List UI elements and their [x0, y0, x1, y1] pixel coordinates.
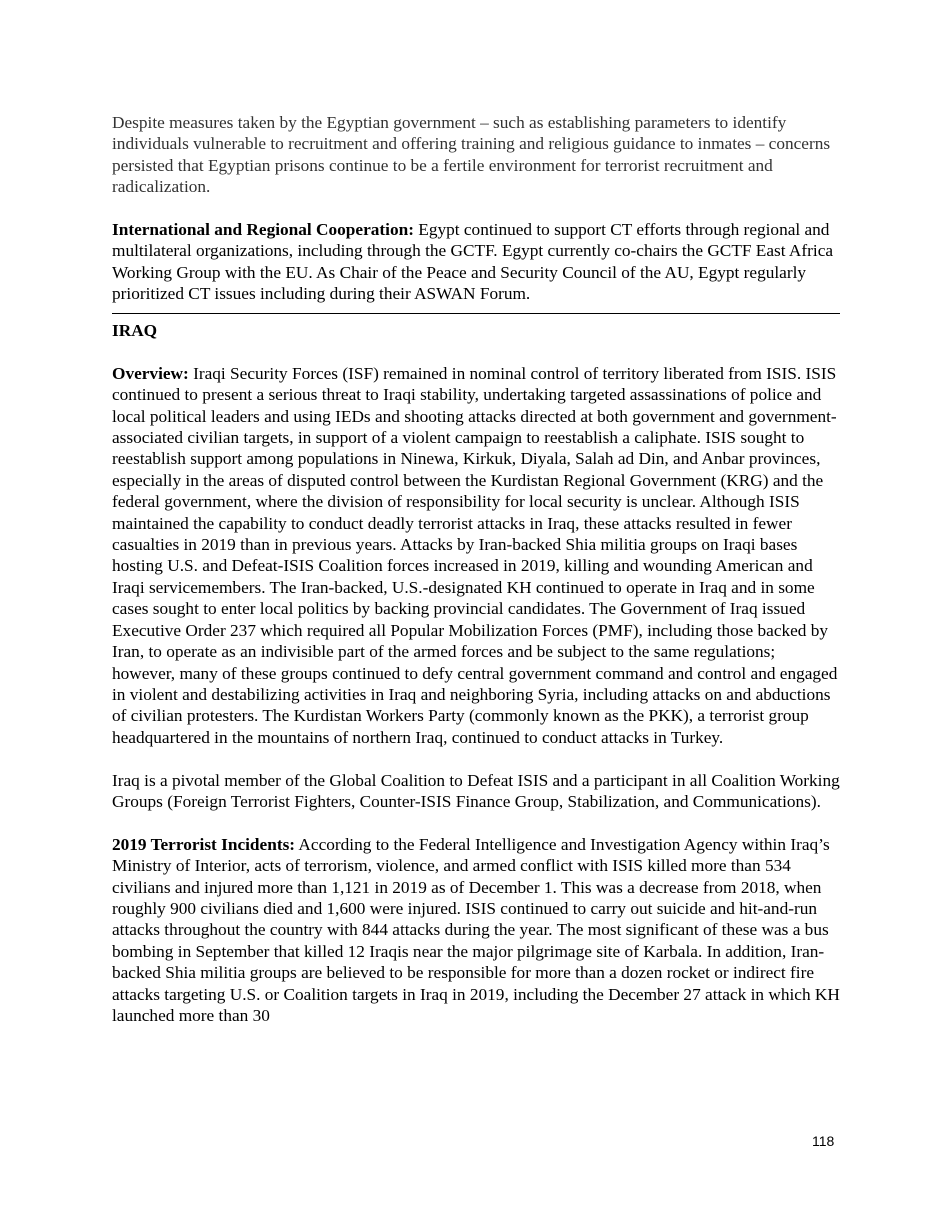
- incidents-lead: 2019 Terrorist Incidents:: [112, 834, 296, 854]
- paragraph-cooperation: [112, 219, 840, 305]
- cooperation-body: Egypt continued to support CT efforts through regional and multilateral organizations, including through the GCTF. Egypt currently co-chairs the GCTF East Africa Working Group with the EU. As Chair of the Peace and Security Council of the AU, Egypt regularly prioritized CT issues including during their ASWAN Forum.: [112, 220, 834, 304]
- document-page: [112, 112, 840, 1048]
- section-heading-iraq: IRAQ: [112, 321, 158, 341]
- paragraph-prisons: Despite measures taken by the Egyptian government – such as establishing parameters to identify individuals vulnerable to recruitment and offering training and religious guidance to inmates – concerns persisted that Egyptian prisons continue to be a fertile environment for terrorist recruitment and radicalization.: [112, 113, 831, 197]
- cooperation-lead: International and Regional Cooperation:: [112, 220, 414, 240]
- overview-body: Iraqi Security Forces (ISF) remained in nominal control of territory liberated from ISIS. ISIS continued to present a serious threat to Iraqi stability, undertaking targeted assassinations of police and local political leaders and using IEDs and shooting attacks directed at both government and government-associated civilian targets, in support of a violent campaign to reestablish a caliphate. ISIS sought to reestablish support among populations in Ninewa, Kirkuk, Diyala, Salah ad Din, and Anbar provinces, especially in the areas of disputed control between the Kurdistan Regional Government (KRG) and the federal government, where the division of responsibility for local security is unclear. Although ISIS maintained the capability to conduct deadly terrorist attacks in Iraq, these attacks resulted in fewer casualties in 2019 than in previous years. Attacks by Iran-backed Shia militia groups on Iraqi bases hosting U.S. and Defeat-ISIS Coalition forces increased in 2019, killing and wounding American and Iraqi servicemembers. The Iran-backed, U.S.-designated KH continued to operate in Iraq and in some cases sought to enter local politics by backing provincial candidates. The Government of Iraq issued Executive Order 237 which required all Popular Mobilization Forces (PMF), including those backed by Iran, to operate as an indivisible part of the armed forces and be subject to the same regulations; however, many of these groups continued to defy central government command and control and engaged in violent and destabilizing activities in Iraq and neighboring Syria, including attacks on and abductions of civilian protesters. The Kurdistan Workers Party (commonly known as the PKK), a terrorist group headquartered in the mountains of northern Iraq, continued to conduct attacks in Turkey.: [112, 363, 838, 747]
- incidents-body: According to the Federal Intelligence and Investigation Agency within Iraq’s Ministry of Interior, acts of terrorism, violence, and armed conflict with ISIS killed more than 534 civilians and injured more than 1,121 in 2019 as of December 1. This was a decrease from 2018, when roughly 900 civilians died and 1,600 were injured. ISIS continued to carry out suicide and hit-and-run attacks throughout the country with 844 attacks during the year. The most significant of these was a bus bombing in September that killed 12 Iraqis near the major pilgrimage site of Karbala. In addition, Iran-backed Shia militia groups are believed to be responsible for more than a dozen rocket or indirect fire attacks targeting U.S. or Coalition targets in Iraq in 2019, including the December 27 attack in which KH launched more than 30: [112, 834, 840, 1025]
- section-divider: [112, 313, 840, 314]
- page-number: 118: [812, 1133, 835, 1149]
- overview-lead: Overview:: [112, 363, 189, 383]
- paragraph-coalition: Iraq is a pivotal member of the Global Coalition to Defeat ISIS and a participant in all Coalition Working Groups (Foreign Terrorist Fighters, Counter-ISIS Finance Group, Stabilization, and Communications).: [112, 770, 840, 811]
- paragraph-overview: [112, 363, 840, 748]
- paragraph-incidents: [112, 834, 840, 1027]
